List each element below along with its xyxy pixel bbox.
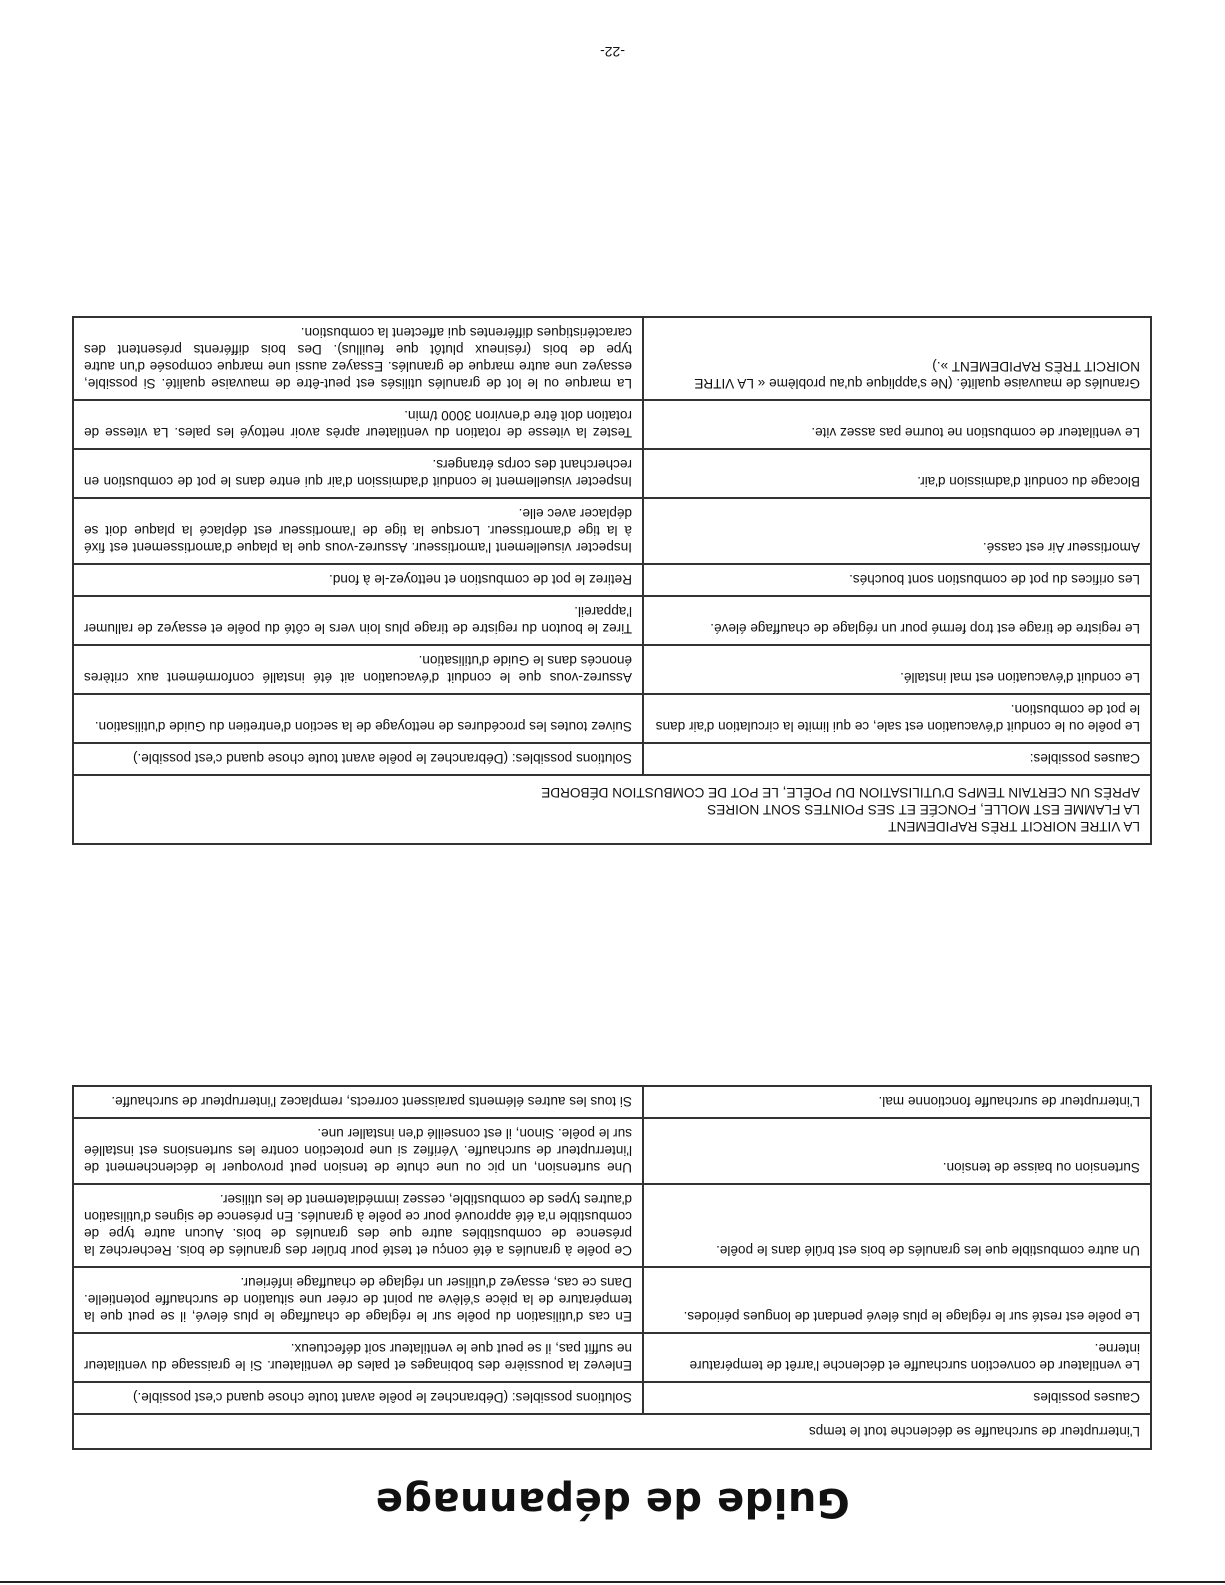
cause-cell: Les orifices du pot de combustion sont bouchés. <box>643 564 1151 596</box>
solution-cell: Inspecter visuellement le conduit d'admission d'air qui entre dans le pot de combustion en recherchant des corps étrangers. <box>73 449 643 498</box>
solution-cell: Si tous les autres éléments paraissent corrects, remplacez l'interrupteur de surchauffe. <box>73 1086 643 1118</box>
cause-cell: Granulés de mauvaise qualité. (Ne s'applique qu'au problème « LA VITRE NOIRCIT TRÈS RAPIDEMENT ».) <box>643 317 1151 400</box>
cause-cell: L'interrupteur de surchauffe fonctionne mal. <box>643 1086 1151 1118</box>
problem-line: LA VITRE NOIRCIT TRÈS RAPIDEMENT <box>888 819 1140 834</box>
cause-cell: Le ventilateur de combustion ne tourne pas assez vite. <box>643 400 1151 449</box>
troubleshooting-table-glass-flame <box>72 316 1152 845</box>
table-row <box>73 400 1151 449</box>
solution-cell: Suivez toutes les procédures de nettoyage de la section d'entretien du Guide d'utilisation. <box>73 694 643 743</box>
table-row <box>73 564 1151 596</box>
cause-cell: Le conduit d'évacuation est mal installé. <box>643 645 1151 694</box>
causes-column-header: Causes possibles <box>643 1382 1151 1414</box>
cause-cell: Le poêle est resté sur le réglage le plus élevé pendant de longues périodes. <box>643 1267 1151 1333</box>
troubleshooting-table-overheat <box>72 1085 1152 1450</box>
cause-cell: Un autre combustible que les granulés de bois est brûlé dans le poêle. <box>643 1184 1151 1267</box>
table-header-row <box>73 775 1151 844</box>
solution-cell: Enlevez la poussière des bobinages et pales de ventilateur. Si le graissage du ventilateur ne suffit pas, il se peut que le ventilateur soit défectueux. <box>73 1333 643 1382</box>
table-row <box>73 694 1151 743</box>
solution-cell: Ce poêle à granulés a été conçu et testé pour brûler des granulés de bois. Recherchez la présence de combustibles autre que des granulés de bois. Aucun autre type de combustible n'a été approuvé pour ce poêle à granulés. En présence de signes d'utilisation d'autres types de combustible, cessez immédiatement de les utiliser. <box>73 1184 643 1267</box>
solutions-column-header: Solutions possibles: (Débranchez le poêle avant toute chose quand c'est possible.) <box>73 1382 643 1414</box>
solution-cell: Assurez-vous que le conduit d'évacuation ait été installé conformément aux critères énoncés dans le Guide d'utilisation. <box>73 645 643 694</box>
table-row <box>73 449 1151 498</box>
solution-cell: Une surtension, un pic ou une chute de tension peut provoquer le déclenchement de l'interrupteur de surchauffe. Vérifiez si une protection contre les surtensions est installée sur le poêle. Sinon, il est conseillé d'en installer une. <box>73 1118 643 1184</box>
table-row <box>73 1086 1151 1118</box>
top-rule <box>0 1581 1225 1583</box>
cause-cell: Le poêle ou le conduit d'évacuation est sale, ce qui limite la circulation d'air dans le pot de combustion. <box>643 694 1151 743</box>
problem-header <box>73 775 1151 844</box>
solutions-column-header: Solutions possibles: (Débranchez le poêle avant toute chose quand c'est possible.) <box>73 743 643 775</box>
column-header-row <box>73 743 1151 775</box>
solution-cell: Tirez le bouton du registre de tirage plus loin vers le côté du poêle et essayez de rallumer l'appareil. <box>73 596 643 645</box>
table-row <box>73 1267 1151 1333</box>
table-row <box>73 1184 1151 1267</box>
solution-cell: Inspecter visuellement l'amortisseur. Assurez-vous que la plaque d'amortissement est fixé à la tige d'amortisseur. Lorsque la tige de l'amortisseur est déplacé la plaque doit se déplacer avec elle. <box>73 498 643 564</box>
solution-cell: En cas d'utilisation du poêle sur le réglage de chauffage le plus élevé, il se peut que la température de la pièce s'élève au point de créer une situation de surchauffe potentielle. Dans ce cas, essayez d'utiliser un réglage de chauffage inférieur. <box>73 1267 643 1333</box>
cause-cell: Surtension ou baisse de tension. <box>643 1118 1151 1184</box>
problem-line: APRÈS UN CERTAIN TEMPS D'UTILISATION DU POÊLE, LE POT DE COMBUSTION DÉBORDE <box>541 785 1140 800</box>
problem-header: L'interrupteur de surchauffe se déclenche tout le temps <box>73 1414 1151 1449</box>
cause-cell: Amortisseur Air est cassé. <box>643 498 1151 564</box>
page-title: Guide de dépannage <box>375 1479 850 1525</box>
table-header-row <box>73 1414 1151 1449</box>
table-row <box>73 317 1151 400</box>
causes-column-header: Causes possibles: <box>643 743 1151 775</box>
solution-cell: Testez la vitesse de rotation du ventilateur après avoir nettoyé les pales. La vitesse de rotation doit être d'environ 3000 t/min. <box>73 400 643 449</box>
table-row <box>73 1118 1151 1184</box>
page-number: -22- <box>600 44 625 60</box>
table-row <box>73 1333 1151 1382</box>
table-row <box>73 498 1151 564</box>
table-row <box>73 645 1151 694</box>
table-row <box>73 596 1151 645</box>
solution-cell: Retirez le pot de combustion et nettoyez-le à fond. <box>73 564 643 596</box>
cause-cell: Le registre de tirage est trop fermé pour un réglage de chauffage élevé. <box>643 596 1151 645</box>
cause-cell: Le ventilateur de convection surchauffe et déclenche l'arrêt de température interne. <box>643 1333 1151 1382</box>
solution-cell: La marque ou le lot de granulés utilisés est peut-être de mauvaise qualité. Si possible, essayez une autre marque de granulés. Essayez aussi une marque composée d'un autre type de bois (résineux plutôt que feuillus). Des bois différents présentent des caractéristiques différentes qui affectent la combustion. <box>73 317 643 400</box>
problem-line: LA FLAMME EST MOLLE, FONCÉE ET SES POINTES SONT NOIRES <box>707 802 1140 817</box>
cause-cell: Blocage du conduit d'admission d'air. <box>643 449 1151 498</box>
column-header-row <box>73 1382 1151 1414</box>
